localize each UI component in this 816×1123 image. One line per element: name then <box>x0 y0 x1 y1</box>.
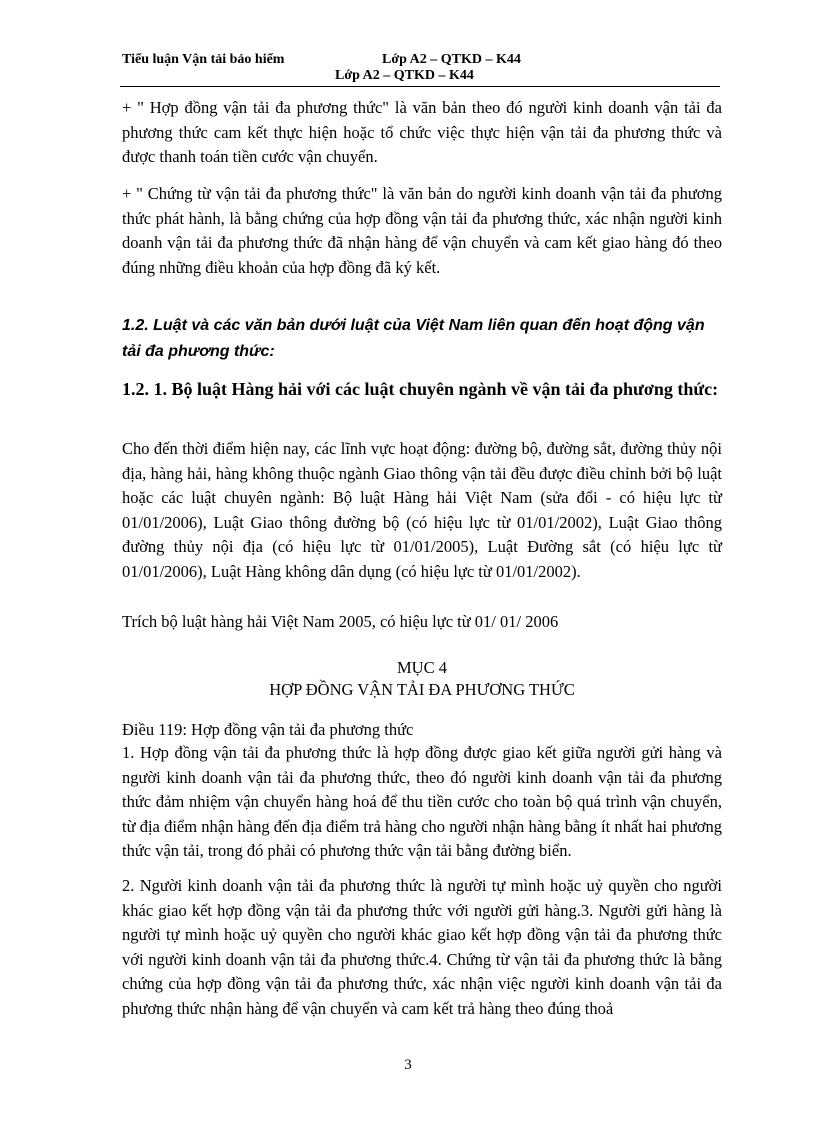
paragraph-document-definition: + " Chứng từ vận tải đa phương thức" là văn bản do người kinh doanh vận tải đa phương thức phát hành, là bằng chứng của hợp đồng vận tải đa phương thức, xác nhận người kinh doanh vận tải đa phương thức đã nhận hàng để vận chuyển và cam kết giao hàng đó theo đúng những điều khoản của hợp đồng đã ký kết. <box>122 184 722 277</box>
header-divider <box>120 86 720 87</box>
header-class-repeat: Lớp A2 – QTKD – K44 <box>335 68 474 83</box>
header-title: Tiểu luận Vận tải bảo hiểm <box>122 52 285 67</box>
paragraph-contract-definition: + " Hợp đồng vận tải đa phương thức" là văn bản theo đó người kinh doanh vận tải đa phương thức cam kết thực hiện hoặc tổ chức việc thực hiện vận tải đa phương thức và được thanh toán tiền cước vận chuyển. <box>122 98 722 166</box>
paragraph-current-laws: Cho đến thời điểm hiện nay, các lĩnh vực hoạt động: đường bộ, đường sắt, đường thủy nội địa, hàng hải, hàng không thuộc ngành Giao thông vận tải đều được điều chỉnh bởi bộ luật hoặc các luật chuyên ngành: Bộ luật Hàng hải Việt Nam (sửa đổi - có hiệu lực từ 01/01/2006), Luật Giao thông đường bộ (có hiệu lực từ 01/01/2002), Luật Giao thông đường thủy nội địa (có hiệu lực từ 01/01/2005), Luật Đường sắt (có hiệu lực từ 01/01/2006), Luật Hàng không dân dụng (có hiệu lực từ 01/01/2002). <box>122 439 722 581</box>
page-number: 3 <box>404 1057 412 1073</box>
paragraph-excerpt: Trích bộ luật hàng hải Việt Nam 2005, có hiệu lực từ 01/ 01/ 2006 <box>122 612 559 631</box>
header-class: Lớp A2 – QTKD – K44 <box>382 52 521 67</box>
section-heading-1-2: 1.2. Luật và các văn bản dưới luật của Việt Nam liên quan đến hoạt động vận tải đa phương thức: <box>122 317 705 360</box>
section-heading-1-2-1: 1.2. 1. Bộ luật Hàng hải với các luật chuyên ngành về vận tải đa phương thức: <box>122 379 719 399</box>
article-clauses-2-4: 2. Người kinh doanh vận tải đa phương thức là người tự mình hoặc uỷ quyền cho người khác giao kết hợp đồng vận tải đa phương thức với người gửi hàng.3. Người gửi hàng là người tự mình hoặc uỷ quyền cho người khác giao kết hợp đồng vận tải đa phương thức với người kinh doanh vận tải đa phương thức.4. Chứng từ vận tải đa phương thức là bằng chứng của hợp đồng vận tải đa phương thức, xác nhận việc người kinh doanh vận tải đa phương thức nhận hàng để vận chuyển và cam kết trả hàng theo đúng thoả <box>122 876 722 1018</box>
article-clause-1: 1. Hợp đồng vận tải đa phương thức là hợp đồng được giao kết giữa người gửi hàng và người kinh doanh vận tải đa phương thức, theo đó người kinh doanh vận tải đa phương thức đảm nhiệm vận chuyển hàng hoá để thu tiền cước cho toàn bộ quá trình vận chuyển, từ địa điểm nhận hàng đến địa điểm trả hàng cho người nhận hàng bằng ít nhất hai phương thức vận tải, trong đó phải có phương thức vận tải bằng đường biển. <box>122 743 722 860</box>
article-119-title: Điều 119: Hợp đồng vận tải đa phương thức <box>122 720 414 739</box>
section-title: HỢP ĐỒNG VẬN TẢI ĐA PHƯƠNG THỨC <box>269 680 575 699</box>
section-label: MỤC 4 <box>397 658 447 677</box>
